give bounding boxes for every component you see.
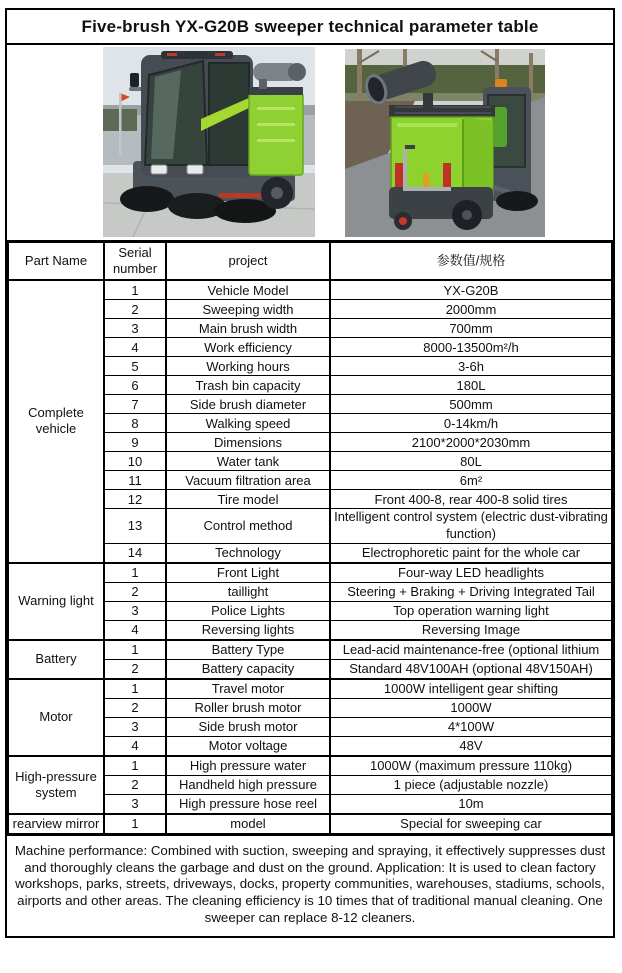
serial-cell: 1 [104, 280, 166, 300]
header-parameter-value: 参数值/规格 [330, 243, 612, 281]
vehicle-photo-rear [345, 49, 545, 237]
serial-cell: 1 [104, 814, 166, 834]
serial-cell: 13 [104, 509, 166, 544]
serial-cell: 4 [104, 736, 166, 756]
header-part-name: Part Name [8, 243, 104, 281]
serial-cell: 3 [104, 601, 166, 620]
serial-cell: 12 [104, 490, 166, 509]
value-cell: YX-G20B [330, 280, 612, 300]
part-name-cell: High-pressure system [8, 756, 104, 814]
table-row [8, 280, 612, 300]
serial-cell: 2 [104, 659, 166, 679]
project-cell: Technology [166, 543, 330, 563]
project-cell: Main brush width [166, 319, 330, 338]
project-cell: Sweeping width [166, 300, 330, 319]
project-cell: Battery Type [166, 640, 330, 660]
serial-cell: 2 [104, 582, 166, 601]
serial-cell: 2 [104, 698, 166, 717]
project-cell: Motor voltage [166, 736, 330, 756]
value-cell: 1 piece (adjustable nozzle) [330, 775, 612, 794]
project-cell: Handheld high pressure [166, 775, 330, 794]
table-row [8, 756, 612, 776]
serial-cell: 2 [104, 775, 166, 794]
value-cell: 8000-13500m²/h [330, 338, 612, 357]
serial-cell: 10 [104, 452, 166, 471]
project-cell: Walking speed [166, 414, 330, 433]
serial-cell: 5 [104, 357, 166, 376]
table-row [8, 640, 612, 660]
value-cell: 180L [330, 376, 612, 395]
project-cell: Water tank [166, 452, 330, 471]
project-cell: Working hours [166, 357, 330, 376]
serial-cell: 3 [104, 717, 166, 736]
project-cell: High pressure hose reel [166, 794, 330, 814]
part-name-cell: rearview mirror [8, 814, 104, 834]
value-cell: 10m [330, 794, 612, 814]
part-name-cell: Motor [8, 679, 104, 756]
project-cell: Work efficiency [166, 338, 330, 357]
serial-cell: 1 [104, 679, 166, 699]
value-cell: 1000W intelligent gear shifting [330, 679, 612, 699]
project-cell: Trash bin capacity [166, 376, 330, 395]
serial-cell: 1 [104, 640, 166, 660]
value-cell: Lead-acid maintenance-free (optional lithium [330, 640, 612, 660]
value-cell: 700mm [330, 319, 612, 338]
part-name-cell: Warning light [8, 563, 104, 640]
project-cell: Police Lights [166, 601, 330, 620]
serial-cell: 3 [104, 794, 166, 814]
project-cell: Reversing lights [166, 620, 330, 640]
photo-strip [7, 45, 613, 242]
project-cell: Front Light [166, 563, 330, 583]
value-cell: 3-6h [330, 357, 612, 376]
project-cell: Dimensions [166, 433, 330, 452]
serial-cell: 9 [104, 433, 166, 452]
value-cell: Standard 48V100AH (optional 48V150AH) [330, 659, 612, 679]
project-cell: Tire model [166, 490, 330, 509]
value-cell: Four-way LED headlights [330, 563, 612, 583]
project-cell: model [166, 814, 330, 834]
value-cell: Intelligent control system (electric dust-vibrating function) [330, 509, 612, 544]
project-cell: Travel motor [166, 679, 330, 699]
vehicle-photo-front [103, 47, 315, 237]
project-cell: Side brush motor [166, 717, 330, 736]
project-cell: Roller brush motor [166, 698, 330, 717]
project-cell: Vacuum filtration area [166, 471, 330, 490]
value-cell: 0-14km/h [330, 414, 612, 433]
serial-cell: 1 [104, 756, 166, 776]
page-title: Five-brush YX-G20B sweeper technical parameter table [7, 10, 613, 45]
serial-cell: 1 [104, 563, 166, 583]
value-cell: Steering + Braking + Driving Integrated Tail [330, 582, 612, 601]
serial-cell: 4 [104, 338, 166, 357]
header-serial-number: Serial number [104, 243, 166, 281]
project-cell: taillight [166, 582, 330, 601]
project-cell: Side brush diameter [166, 395, 330, 414]
param-table-body [8, 280, 612, 833]
serial-cell: 11 [104, 471, 166, 490]
value-cell: Top operation warning light [330, 601, 612, 620]
serial-cell: 2 [104, 300, 166, 319]
table-row [8, 563, 612, 583]
serial-cell: 7 [104, 395, 166, 414]
table-header-row [8, 243, 612, 281]
table-row [8, 814, 612, 834]
value-cell: 1000W (maximum pressure 110kg) [330, 756, 612, 776]
part-name-cell: Battery [8, 640, 104, 679]
serial-cell: 6 [104, 376, 166, 395]
value-cell: Reversing Image [330, 620, 612, 640]
value-cell: 500mm [330, 395, 612, 414]
table-row [8, 679, 612, 699]
header-project: project [166, 243, 330, 281]
serial-cell: 14 [104, 543, 166, 563]
value-cell: 2100*2000*2030mm [330, 433, 612, 452]
value-cell: Electrophoretic paint for the whole car [330, 543, 612, 563]
value-cell: 1000W [330, 698, 612, 717]
value-cell: 4*100W [330, 717, 612, 736]
serial-cell: 8 [104, 414, 166, 433]
value-cell: 48V [330, 736, 612, 756]
project-cell: Battery capacity [166, 659, 330, 679]
machine-performance-note: Machine performance: Combined with suction, sweeping and spraying, it effectively suppresses dust and thoroughly cleans the garbage and dust on the ground. Application: It is used to clean factory workshops, parks, streets, driveways, docks, property communities, warehouses, stadiums, schools, airports and other areas. The cleaning efficiency is 10 times that of traditional manual cleaning. One sweeper can replace 8-12 cleaners. [7, 834, 613, 936]
serial-cell: 3 [104, 319, 166, 338]
project-cell: Control method [166, 509, 330, 544]
value-cell: 2000mm [330, 300, 612, 319]
value-cell: Front 400-8, rear 400-8 solid tires [330, 490, 612, 509]
part-name-cell: Complete vehicle [8, 280, 104, 563]
value-cell: Special for sweeping car [330, 814, 612, 834]
value-cell: 80L [330, 452, 612, 471]
project-cell: High pressure water [166, 756, 330, 776]
parameter-sheet [5, 8, 615, 938]
project-cell: Vehicle Model [166, 280, 330, 300]
value-cell: 6m² [330, 471, 612, 490]
parameter-table [7, 242, 613, 834]
serial-cell: 4 [104, 620, 166, 640]
